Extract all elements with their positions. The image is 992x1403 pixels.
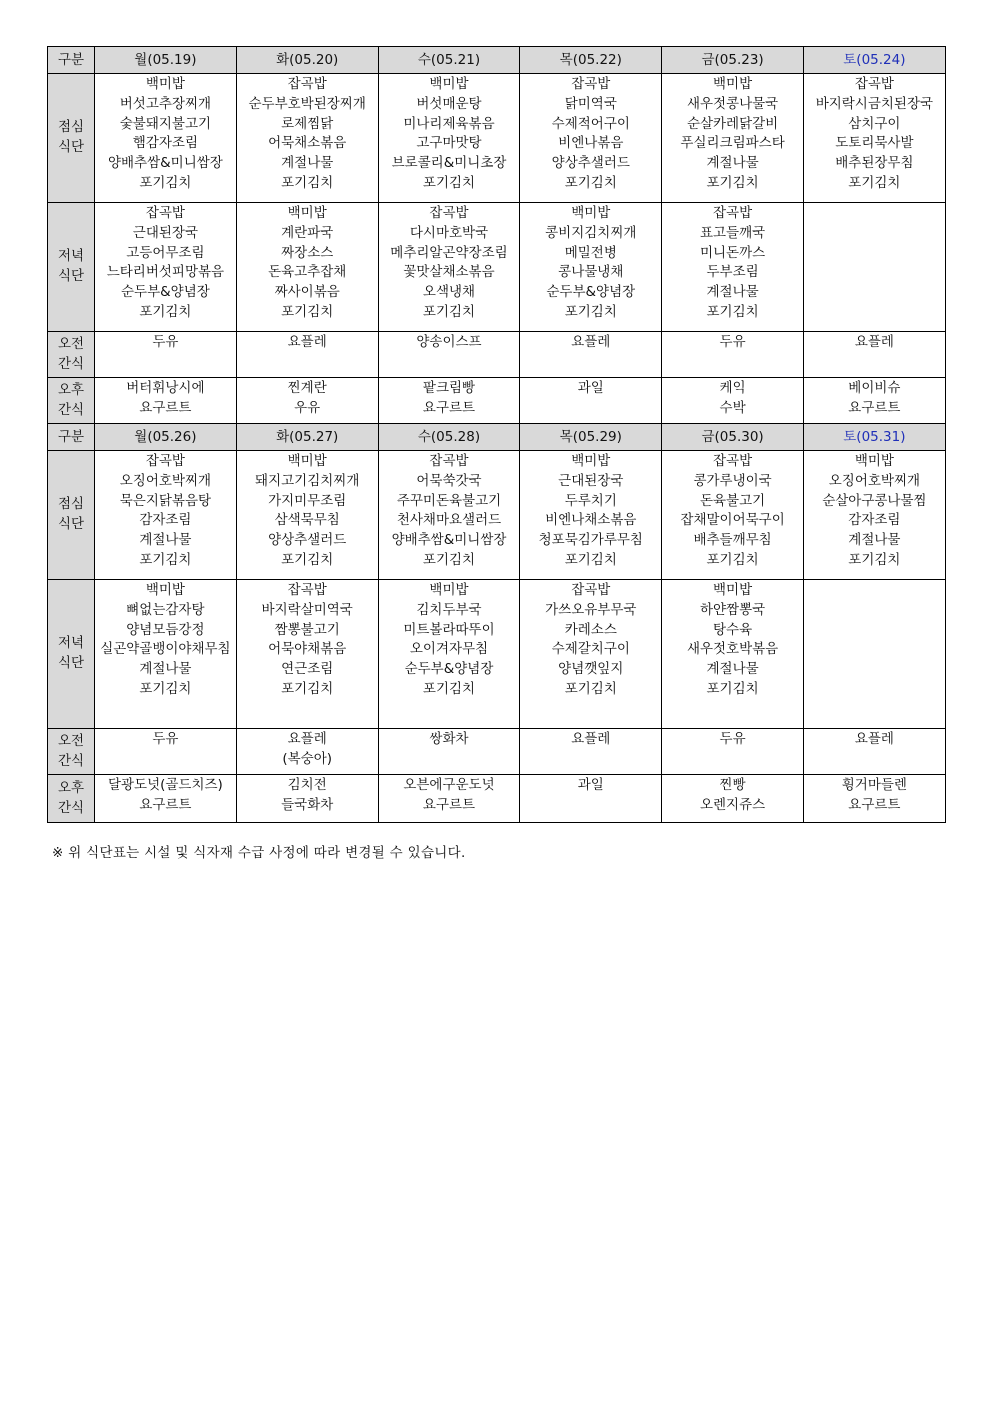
menu-item: 두유 (152, 334, 179, 350)
row-label-cell (48, 729, 95, 775)
menu-item: 근대된장국 (132, 224, 198, 241)
menu-item: 연근조림 (281, 661, 334, 678)
menu-item: 미트볼라따뚜이 (403, 621, 495, 638)
menu-item: 백미밥 (429, 76, 469, 92)
menu-item: 잡곡밥 (429, 205, 469, 221)
menu-item: 수박 (719, 399, 746, 416)
menu-item: 백미밥 (571, 205, 611, 221)
category-header-cell: 구분 (48, 424, 95, 451)
menu-item: 두유 (152, 731, 179, 747)
menu-cell (378, 378, 520, 424)
menu-item: 짜장소스 (281, 244, 334, 261)
menu-cell (378, 580, 520, 729)
menu-item: 요구르트 (139, 399, 192, 416)
menu-item: 포기김치 (848, 551, 901, 568)
menu-item: 양상추샐러드 (268, 532, 347, 549)
menu-cell (95, 775, 237, 823)
menu-item: 메밀전병 (564, 244, 617, 261)
menu-item: 베이비슈 (848, 380, 901, 396)
menu-cell (95, 580, 237, 729)
menu-cell (236, 378, 378, 424)
menu-item: 요구르트 (139, 796, 192, 813)
menu-cell (378, 729, 520, 775)
menu-item: 포기김치 (139, 174, 192, 191)
menu-item: 백미밥 (571, 453, 611, 469)
menu-item: 두루치기 (564, 492, 617, 509)
menu-item: 고등어무조림 (126, 244, 205, 261)
menu-item: 우유 (294, 399, 321, 416)
row-label-text: 오전 (57, 732, 85, 749)
menu-item: 요플레 (854, 731, 894, 747)
menu-item: 포기김치 (139, 551, 192, 568)
row-label-text: 간식 (57, 401, 85, 418)
day-header-cell: 수(05.21) (378, 47, 520, 74)
menu-item: 천사채마요샐러드 (396, 512, 502, 529)
day-header-cell: 화(05.27) (236, 424, 378, 451)
menu-item: 청포묵김가루무침 (538, 532, 643, 549)
menu-item: 잡곡밥 (571, 76, 611, 92)
menu-item: 요플레 (571, 731, 611, 747)
menu-item: 계절나물 (706, 155, 759, 172)
menu-item: 삼색묵무침 (274, 512, 340, 529)
menu-item: 어묵쑥갓국 (416, 472, 482, 489)
menu-item: 카레소스 (564, 621, 617, 638)
menu-cell (803, 203, 945, 332)
menu-item: 표고들깨국 (699, 224, 766, 241)
menu-cell (236, 580, 378, 729)
row-label-text: 오후 (57, 779, 85, 796)
menu-cell (520, 729, 662, 775)
menu-item: 삼치구이 (848, 115, 901, 132)
menu-cell (803, 451, 945, 580)
menu-item: 달광도넛(골드치즈) (107, 777, 223, 793)
menu-item: 양배추쌈&미니쌈장 (391, 532, 507, 549)
row-label-cell (48, 451, 95, 580)
menu-cell (803, 378, 945, 424)
row-label-cell (48, 775, 95, 823)
menu-item: 팥크림빵 (422, 380, 476, 396)
row-label-cell (48, 580, 95, 729)
menu-item: 계절나물 (706, 284, 759, 301)
day-header-cell: 금(05.30) (662, 424, 804, 451)
menu-item: 들국화차 (281, 796, 334, 813)
menu-item: 양념깻잎지 (558, 661, 624, 678)
menu-item: 양배추쌈&미니쌈장 (107, 155, 223, 172)
menu-cell (662, 74, 804, 203)
menu-item: 돼지고기김치찌개 (255, 472, 360, 489)
menu-item: 어묵채소볶음 (268, 135, 347, 152)
menu-item: 새우젓콩나물국 (686, 95, 779, 112)
menu-cell (662, 729, 804, 775)
menu-item: 백미밥 (287, 453, 327, 469)
menu-item: 콩가루냉이국 (693, 472, 772, 489)
day-header-cell: 월(05.19) (95, 47, 237, 74)
menu-item: 잡곡밥 (145, 453, 185, 469)
menu-item: 비엔나볶음 (558, 135, 624, 152)
menu-item: 양상추샐러드 (551, 155, 630, 172)
menu-item: 휭거마들렌 (841, 777, 907, 793)
week-header-row (48, 47, 946, 74)
menu-cell (95, 729, 237, 775)
menu-item: 포기김치 (706, 174, 759, 191)
menu-cell (662, 451, 804, 580)
menu-item: 백미밥 (145, 582, 185, 598)
menu-item: 버터휘낭시에 (126, 380, 205, 396)
menu-item: 오징어호박찌개 (828, 472, 921, 489)
menu-item: 순두부&양념장 (404, 661, 494, 678)
menu-cell (662, 378, 804, 424)
meal-plan-table (47, 46, 946, 823)
menu-item: 가지미무조림 (268, 492, 347, 509)
menu-cell (95, 74, 237, 203)
menu-item: 로제찜닭 (281, 115, 334, 132)
row-label-cell (48, 378, 95, 424)
menu-item: 순두부&양념장 (121, 284, 210, 301)
menu-cell (520, 451, 662, 580)
menu-item: 푸실리크림파스타 (680, 135, 785, 152)
menu-item: 백미밥 (145, 76, 185, 92)
menu-item: 계절나물 (706, 661, 759, 678)
menu-cell (236, 332, 378, 378)
menu-item: 메추리알곤약장조림 (390, 244, 508, 261)
menu-item: 두유 (719, 334, 746, 350)
meal-plan-sheet (47, 46, 945, 823)
menu-item: 잡곡밥 (287, 76, 327, 92)
menu-item: 하얀짬뽕국 (699, 601, 766, 618)
menu-item: 오렌지쥬스 (699, 796, 766, 813)
menu-cell (803, 580, 945, 729)
menu-item: 과일 (577, 777, 604, 793)
menu-item: 계란파국 (281, 224, 334, 241)
menu-cell (95, 451, 237, 580)
day-header-cell: 목(05.22) (520, 47, 662, 74)
menu-item: 잡채말이어묵구이 (680, 512, 785, 529)
menu-item: 오이겨자무침 (409, 641, 489, 658)
menu-cell (662, 580, 804, 729)
menu-cell (378, 451, 520, 580)
menu-item: 잡곡밥 (145, 205, 185, 221)
menu-cell (662, 775, 804, 823)
menu-item: 미니돈까스 (699, 244, 766, 261)
row-label-cell (48, 74, 95, 203)
menu-cell (662, 332, 804, 378)
menu-item: 가쓰오유부무국 (545, 601, 637, 618)
menu-item: 감자조림 (139, 512, 192, 529)
am-snack-row (48, 729, 946, 775)
menu-item: 실곤약골뱅이야채무침 (100, 641, 231, 658)
menu-cell (662, 203, 804, 332)
menu-item: 햄감자조림 (132, 135, 198, 152)
menu-item: 케익 (719, 380, 746, 396)
menu-item: 계절나물 (139, 532, 192, 549)
row-label-text: 식단 (57, 516, 85, 532)
menu-cell (236, 729, 378, 775)
menu-item: 순두부호박된장찌개 (248, 95, 366, 112)
row-label-text: 식단 (57, 139, 85, 155)
menu-item: 버섯매운탕 (416, 95, 482, 112)
lunch-row (48, 451, 946, 580)
menu-item: 계절나물 (848, 532, 901, 549)
day-header-cell: 목(05.29) (520, 424, 662, 451)
menu-item: 오징어호박찌개 (119, 472, 212, 489)
menu-item: 브로콜리&미니초장 (391, 155, 507, 172)
menu-item: (복숭아) (282, 750, 333, 767)
menu-cell (236, 451, 378, 580)
menu-item: 과일 (577, 380, 604, 396)
menu-item: 오븐에구운도넛 (403, 777, 495, 793)
menu-item: 잡곡밥 (287, 582, 327, 598)
menu-cell (803, 729, 945, 775)
menu-item: 백미밥 (287, 205, 327, 221)
menu-cell (520, 203, 662, 332)
menu-item: 고구마맛탕 (416, 135, 482, 152)
menu-cell (378, 74, 520, 203)
menu-item: 배추들깨무침 (693, 532, 772, 549)
menu-cell (520, 775, 662, 823)
menu-cell (95, 378, 237, 424)
menu-item: 도토리묵사발 (835, 135, 914, 152)
menu-item: 묵은지닭볶음탕 (119, 492, 212, 509)
menu-item: 배추된장무침 (835, 155, 914, 172)
menu-item: 포기김치 (706, 303, 759, 320)
menu-item: 포기김치 (848, 174, 901, 191)
row-label-text: 식단 (57, 655, 85, 671)
row-label-text: 저녁 (57, 248, 85, 265)
menu-item: 수제적어구이 (551, 115, 630, 132)
menu-item: 버섯고추장찌개 (119, 95, 212, 112)
menu-item: 새우젓호박볶음 (686, 641, 779, 658)
menu-item: 백미밥 (713, 582, 753, 598)
menu-item: 바지락시금치된장국 (815, 95, 934, 112)
menu-cell (236, 74, 378, 203)
menu-item: 콩나물냉채 (558, 264, 624, 281)
menu-item: 비엔나채소볶음 (545, 512, 637, 529)
menu-item: 포기김치 (281, 551, 334, 568)
menu-item: 백미밥 (429, 582, 469, 598)
row-label-cell (48, 203, 95, 332)
am-snack-row (48, 332, 946, 378)
menu-cell (520, 580, 662, 729)
menu-cell (803, 775, 945, 823)
menu-item: 양념모듬강정 (126, 621, 205, 638)
menu-item: 잡곡밥 (713, 205, 753, 221)
row-label-text: 점심 (57, 119, 85, 136)
menu-item: 포기김치 (706, 551, 759, 568)
menu-item: 두부조림 (706, 264, 759, 281)
menu-item: 포기김치 (281, 680, 334, 697)
pm-snack-row (48, 775, 946, 823)
menu-item: 백미밥 (854, 453, 894, 469)
menu-item: 미나리제육볶음 (403, 115, 495, 132)
menu-item: 주꾸미돈육불고기 (396, 492, 502, 509)
menu-item: 포기김치 (706, 680, 759, 697)
menu-cell (378, 775, 520, 823)
pm-snack-row (48, 378, 946, 424)
menu-cell (803, 332, 945, 378)
menu-item: 느타리버섯피망볶음 (106, 264, 225, 281)
day-header-cell: 토(05.31) (803, 424, 945, 451)
menu-item: 순두부&양념장 (546, 284, 636, 301)
menu-item: 감자조림 (848, 512, 901, 529)
row-label-text: 오전 (57, 335, 85, 352)
menu-item: 두유 (719, 731, 746, 747)
lunch-row (48, 74, 946, 203)
menu-cell (236, 775, 378, 823)
menu-item: 김치전 (287, 777, 327, 793)
menu-item: 닭미역국 (564, 95, 617, 112)
dinner-row (48, 580, 946, 729)
menu-item: 포기김치 (422, 174, 476, 191)
row-label-text: 간식 (57, 355, 85, 372)
day-header-cell: 월(05.26) (95, 424, 237, 451)
menu-item: 계절나물 (139, 661, 192, 678)
menu-item: 포기김치 (422, 680, 476, 697)
menu-item: 요구르트 (848, 399, 901, 416)
menu-item: 어묵야채볶음 (268, 641, 347, 658)
menu-cell (520, 332, 662, 378)
menu-item: 순살아구콩나물찜 (822, 492, 927, 509)
menu-item: 찐계란 (287, 380, 327, 396)
menu-item: 포기김치 (422, 551, 476, 568)
menu-item: 백미밥 (713, 76, 753, 92)
menu-item: 꽃맛살채소볶음 (403, 264, 495, 281)
menu-item: 잡곡밥 (854, 76, 894, 92)
menu-item: 순살카레닭갈비 (686, 115, 779, 132)
menu-item: 요구르트 (848, 796, 901, 813)
menu-item: 요구르트 (422, 796, 476, 813)
menu-item: 김치두부국 (416, 601, 482, 618)
menu-item: 잡곡밥 (713, 453, 753, 469)
menu-item: 콩비지김치찌개 (545, 224, 637, 241)
menu-item: 잡곡밥 (571, 582, 611, 598)
day-header-cell: 화(05.20) (236, 47, 378, 74)
menu-item: 포기김치 (564, 551, 617, 568)
menu-item: 요플레 (287, 334, 327, 350)
menu-cell (95, 203, 237, 332)
menu-cell (378, 203, 520, 332)
menu-item: 근대된장국 (558, 472, 624, 489)
menu-item: 짜사이볶음 (274, 284, 340, 301)
menu-cell (236, 203, 378, 332)
day-header-cell: 토(05.24) (803, 47, 945, 74)
row-label-cell (48, 332, 95, 378)
menu-item: 잡곡밥 (429, 453, 469, 469)
menu-item: 포기김치 (564, 680, 617, 697)
menu-item: 요플레 (287, 731, 327, 747)
menu-item: 포기김치 (564, 174, 617, 191)
menu-item: 바지락살미역국 (261, 601, 353, 618)
menu-item: 찐빵 (719, 777, 746, 793)
menu-item: 뼈없는감자탕 (126, 601, 205, 618)
menu-item: 포기김치 (281, 303, 334, 320)
menu-item: 포기김치 (139, 303, 192, 320)
menu-item: 포기김치 (139, 680, 192, 697)
menu-item: 돈육불고기 (699, 492, 766, 509)
menu-cell (95, 332, 237, 378)
dinner-row (48, 203, 946, 332)
week-header-row (48, 424, 946, 451)
row-label-text: 저녁 (57, 635, 85, 652)
menu-item: 탕수육 (713, 621, 753, 638)
menu-item: 다시마호박국 (409, 224, 489, 241)
menu-item: 계절나물 (281, 155, 334, 172)
menu-cell (378, 332, 520, 378)
day-header-cell: 수(05.28) (378, 424, 520, 451)
menu-item: 숯불돼지불고기 (119, 115, 212, 132)
row-label-text: 간식 (57, 799, 85, 816)
menu-cell (520, 74, 662, 203)
menu-item: 짬뽕불고기 (274, 621, 340, 638)
menu-item: 요플레 (571, 334, 611, 350)
row-label-text: 점심 (57, 496, 85, 513)
menu-item: 포기김치 (564, 303, 617, 320)
menu-item: 포기김치 (281, 174, 334, 191)
menu-item: 쌍화차 (429, 731, 469, 747)
day-header-cell: 금(05.23) (662, 47, 804, 74)
menu-cell (803, 74, 945, 203)
menu-item: 양송이스프 (416, 334, 482, 350)
menu-item: 요플레 (854, 334, 894, 350)
menu-item: 수제갈치구이 (551, 641, 630, 658)
row-label-text: 간식 (57, 752, 85, 769)
menu-item: 요구르트 (422, 399, 476, 416)
footnote: ※ 위 식단표는 시설 및 식자재 수급 사정에 따라 변경될 수 있습니다. (52, 845, 466, 861)
category-header-cell: 구분 (48, 47, 95, 74)
row-label-text: 식단 (57, 268, 85, 284)
row-label-text: 오후 (57, 381, 85, 398)
menu-item: 돈육고추잡채 (268, 264, 347, 281)
menu-item: 포기김치 (422, 303, 476, 320)
menu-cell (520, 378, 662, 424)
menu-item: 오색냉채 (422, 284, 476, 301)
